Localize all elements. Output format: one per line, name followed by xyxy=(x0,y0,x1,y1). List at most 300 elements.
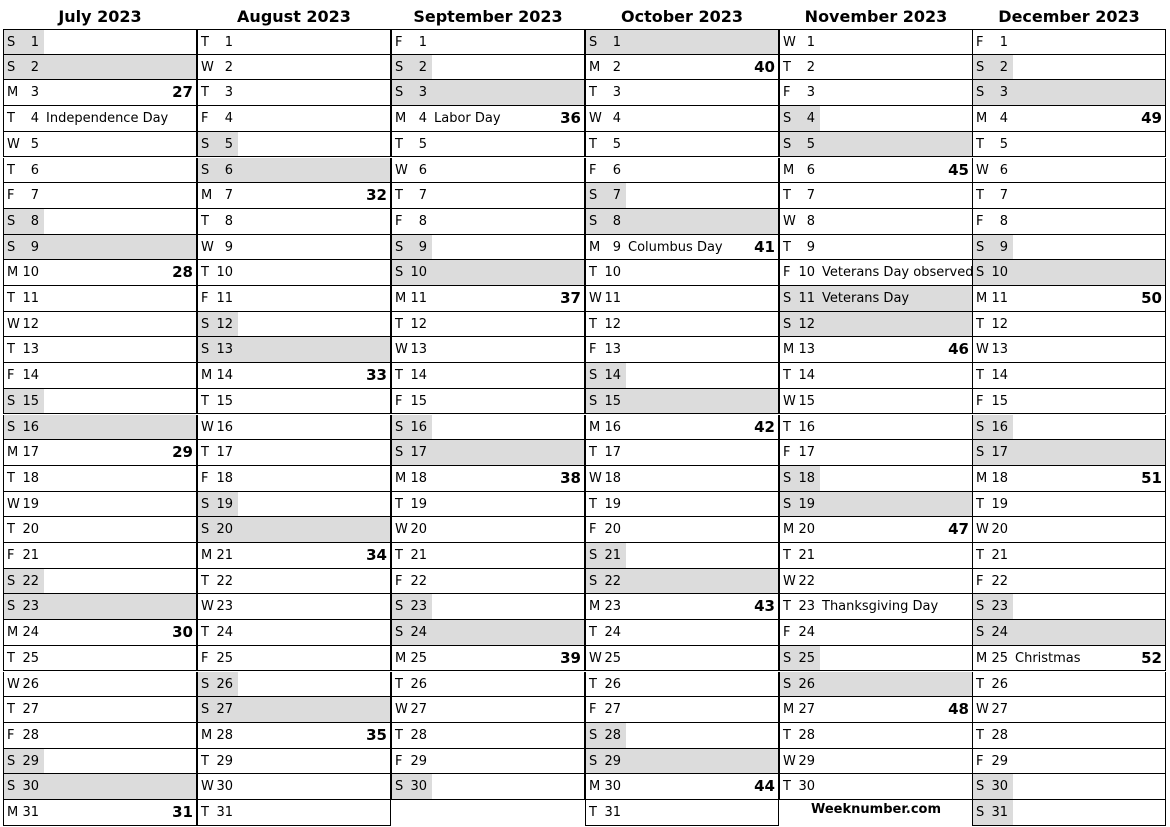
day-number: 3 xyxy=(612,85,621,101)
day-number: 2 xyxy=(30,59,39,75)
weekday-letter: M xyxy=(783,342,795,358)
weekday-letter: S xyxy=(589,548,598,563)
day-row xyxy=(972,80,1166,106)
weekday-letter: W xyxy=(395,162,408,178)
day-row xyxy=(779,363,973,389)
day-number: 22 xyxy=(798,573,815,589)
day-number: 12 xyxy=(604,316,621,332)
weekday-letter: S xyxy=(589,35,598,50)
weekday-letter: T xyxy=(7,342,15,358)
weekday-letter: T xyxy=(783,59,791,75)
weekday-letter: M xyxy=(201,727,213,743)
day-number: 1 xyxy=(999,35,1008,50)
day-number: 27 xyxy=(22,702,39,718)
weekday-letter: W xyxy=(976,162,989,178)
weekday-letter: M xyxy=(589,779,601,795)
week-number: 28 xyxy=(172,263,193,282)
day-row xyxy=(972,440,1166,466)
weekday-letter: T xyxy=(783,599,791,615)
weekday-letter: M xyxy=(976,650,988,666)
weekday-letter: F xyxy=(201,470,209,486)
weekday-letter: T xyxy=(783,188,791,204)
weekday-letter: F xyxy=(783,445,791,461)
day-row xyxy=(779,209,973,235)
footer-site-name[interactable]: Weeknumber.com xyxy=(810,802,941,817)
day-number: 29 xyxy=(991,753,1008,769)
weekday-letter: T xyxy=(783,239,791,255)
day-row xyxy=(3,363,197,389)
weekday-letter: T xyxy=(976,136,984,152)
day-row xyxy=(197,312,391,338)
day-number: 20 xyxy=(216,522,233,538)
day-row xyxy=(779,723,973,749)
holiday-name: Christmas xyxy=(1015,650,1081,666)
weekday-letter: W xyxy=(201,419,214,435)
day-number: 11 xyxy=(216,291,233,306)
weekday-letter: T xyxy=(395,496,403,512)
day-row xyxy=(3,723,197,749)
day-number: 25 xyxy=(798,650,815,666)
weekday-letter: F xyxy=(395,213,403,229)
day-number: 20 xyxy=(604,522,621,538)
weekday-letter: S xyxy=(201,136,210,152)
weekday-letter: F xyxy=(976,213,984,229)
day-number: 20 xyxy=(410,522,427,538)
month-title: August 2023 xyxy=(237,7,351,26)
day-row xyxy=(197,415,391,441)
weekday-letter: S xyxy=(976,805,985,820)
day-row xyxy=(197,749,391,775)
day-number: 16 xyxy=(798,419,815,435)
weekday-letter: F xyxy=(7,368,15,384)
weekday-letter: W xyxy=(395,702,408,718)
day-number: 26 xyxy=(991,676,1008,692)
day-number: 7 xyxy=(224,188,233,204)
day-number: 27 xyxy=(216,702,233,718)
day-row xyxy=(197,517,391,543)
day-row xyxy=(197,697,391,723)
week-number: 41 xyxy=(754,237,775,256)
day-number: 17 xyxy=(216,445,233,461)
weekday-letter: S xyxy=(7,35,16,50)
day-number: 10 xyxy=(604,265,621,281)
day-number: 23 xyxy=(798,599,815,615)
weekday-letter: S xyxy=(976,625,985,641)
day-row xyxy=(779,80,973,106)
day-row xyxy=(197,235,391,261)
day-row xyxy=(197,594,391,620)
day-number: 25 xyxy=(410,650,427,666)
day-number: 23 xyxy=(216,599,233,615)
weekday-letter: W xyxy=(976,522,989,538)
weekday-letter: F xyxy=(395,393,403,409)
day-row xyxy=(3,749,197,775)
weekday-letter: T xyxy=(201,213,209,229)
day-row xyxy=(779,183,973,209)
day-row xyxy=(3,672,197,698)
weekday-letter: T xyxy=(7,111,15,127)
day-row xyxy=(391,646,585,672)
day-row xyxy=(585,646,779,672)
weekday-letter: F xyxy=(783,625,791,641)
day-row xyxy=(3,209,197,235)
weekday-letter: W xyxy=(395,342,408,358)
day-row xyxy=(197,209,391,235)
day-row xyxy=(779,594,973,620)
day-number: 8 xyxy=(30,213,39,229)
day-number: 7 xyxy=(30,188,39,204)
day-number: 30 xyxy=(22,779,39,795)
day-number: 18 xyxy=(22,470,39,486)
day-number: 2 xyxy=(999,59,1008,75)
weekday-letter: M xyxy=(201,368,213,384)
weekday-letter: M xyxy=(201,548,213,563)
day-number: 26 xyxy=(410,676,427,692)
day-row xyxy=(972,749,1166,775)
day-row xyxy=(197,286,391,312)
day-number: 29 xyxy=(216,753,233,769)
day-number: 9 xyxy=(418,239,427,255)
day-row xyxy=(3,55,197,81)
day-row xyxy=(197,337,391,363)
weekday-letter: S xyxy=(201,162,210,178)
weekday-letter: S xyxy=(395,445,404,461)
weekday-letter: S xyxy=(976,599,985,615)
day-number: 5 xyxy=(999,136,1008,152)
weekday-letter: W xyxy=(589,650,602,666)
day-number: 22 xyxy=(22,573,39,589)
day-row xyxy=(197,260,391,286)
weekday-letter: T xyxy=(395,188,403,204)
day-number: 19 xyxy=(22,496,39,512)
day-number: 21 xyxy=(216,548,233,563)
day-row xyxy=(3,106,197,132)
day-row xyxy=(3,492,197,518)
weekday-letter: S xyxy=(976,265,985,281)
day-number: 23 xyxy=(604,599,621,615)
weekday-letter: F xyxy=(7,548,15,563)
day-row xyxy=(972,209,1166,235)
weekday-letter: F xyxy=(783,265,791,281)
day-number: 18 xyxy=(216,470,233,486)
day-number: 14 xyxy=(22,368,39,384)
weekday-letter: S xyxy=(976,239,985,255)
day-number: 14 xyxy=(798,368,815,384)
day-number: 1 xyxy=(806,35,815,50)
day-row xyxy=(779,646,973,672)
month-title: December 2023 xyxy=(998,7,1140,26)
weekday-letter: M xyxy=(783,162,795,178)
weekday-letter: T xyxy=(783,419,791,435)
day-number: 8 xyxy=(612,213,621,229)
day-row xyxy=(585,749,779,775)
day-row xyxy=(197,646,391,672)
day-number: 12 xyxy=(216,316,233,332)
day-number: 4 xyxy=(999,111,1008,127)
day-row xyxy=(197,800,391,826)
day-row xyxy=(3,29,197,55)
day-row xyxy=(585,492,779,518)
weekday-letter: M xyxy=(395,111,407,127)
day-number: 31 xyxy=(604,805,621,820)
day-row xyxy=(391,183,585,209)
day-row xyxy=(585,80,779,106)
day-row xyxy=(391,569,585,595)
weekday-letter: T xyxy=(976,548,984,563)
weekday-letter: M xyxy=(976,111,988,127)
week-number: 48 xyxy=(948,700,969,719)
day-row xyxy=(585,440,779,466)
weekday-letter: S xyxy=(976,779,985,795)
day-row xyxy=(391,337,585,363)
day-row xyxy=(972,260,1166,286)
day-number: 24 xyxy=(604,625,621,641)
day-row xyxy=(391,774,585,800)
weekday-letter: T xyxy=(7,702,15,718)
day-number: 16 xyxy=(216,419,233,435)
day-number: 3 xyxy=(224,85,233,101)
day-number: 30 xyxy=(604,779,621,795)
weekday-letter: T xyxy=(201,393,209,409)
day-row xyxy=(197,543,391,569)
day-number: 15 xyxy=(798,393,815,409)
day-number: 21 xyxy=(410,548,427,563)
day-row xyxy=(197,158,391,184)
day-row xyxy=(197,723,391,749)
week-number: 49 xyxy=(1141,109,1162,128)
day-number: 13 xyxy=(798,342,815,358)
weekday-letter: F xyxy=(395,573,403,589)
day-row xyxy=(972,517,1166,543)
weekday-letter: F xyxy=(976,753,984,769)
day-number: 29 xyxy=(798,753,815,769)
week-number: 37 xyxy=(560,289,581,307)
weekday-letter: S xyxy=(395,419,404,435)
day-number: 19 xyxy=(604,496,621,512)
day-row xyxy=(779,517,973,543)
day-row xyxy=(585,260,779,286)
holiday-name: Independence Day xyxy=(46,111,169,127)
day-number: 5 xyxy=(30,136,39,152)
weekday-letter: F xyxy=(589,702,597,718)
week-number: 51 xyxy=(1141,468,1162,487)
day-number: 18 xyxy=(604,470,621,486)
weekday-letter: F xyxy=(201,111,209,127)
weekday-letter: S xyxy=(395,625,404,641)
day-number: 2 xyxy=(806,59,815,75)
day-row xyxy=(972,132,1166,158)
weekday-letter: F xyxy=(395,35,403,50)
weekday-letter: S xyxy=(589,368,598,384)
weekday-letter: W xyxy=(976,702,989,718)
day-number: 19 xyxy=(991,496,1008,512)
day-row xyxy=(779,337,973,363)
day-row xyxy=(391,286,585,312)
day-row xyxy=(779,543,973,569)
day-row xyxy=(972,235,1166,261)
day-row xyxy=(972,646,1166,672)
weekday-letter: W xyxy=(976,342,989,358)
day-number: 18 xyxy=(798,470,815,486)
weekday-letter: W xyxy=(395,522,408,538)
day-number: 8 xyxy=(224,213,233,229)
weekday-letter: T xyxy=(7,291,15,306)
day-row xyxy=(391,312,585,338)
day-number: 30 xyxy=(991,779,1008,795)
day-number: 14 xyxy=(410,368,427,384)
weekday-letter: M xyxy=(7,805,19,820)
holiday-name: Columbus Day xyxy=(628,239,723,255)
weekday-letter: S xyxy=(589,188,598,204)
day-number: 16 xyxy=(991,419,1008,435)
day-number: 22 xyxy=(216,573,233,589)
day-row xyxy=(585,286,779,312)
weekday-letter: T xyxy=(201,805,209,820)
day-number: 26 xyxy=(604,676,621,692)
day-row xyxy=(779,106,973,132)
day-number: 10 xyxy=(410,265,427,281)
weekday-letter: S xyxy=(976,445,985,461)
day-number: 13 xyxy=(216,342,233,358)
weekday-letter: T xyxy=(7,650,15,666)
day-number: 26 xyxy=(798,676,815,692)
day-row xyxy=(391,620,585,646)
weekday-letter: M xyxy=(589,419,601,435)
day-row xyxy=(972,672,1166,698)
day-row xyxy=(585,620,779,646)
day-number: 1 xyxy=(30,35,39,50)
day-number: 24 xyxy=(22,625,39,641)
day-row xyxy=(391,594,585,620)
weekday-letter: W xyxy=(7,676,20,692)
week-number: 27 xyxy=(172,83,193,102)
weekday-letter: T xyxy=(589,136,597,152)
day-number: 2 xyxy=(418,59,427,75)
week-number: 33 xyxy=(366,366,387,385)
weekday-letter: T xyxy=(395,368,403,384)
day-row xyxy=(585,543,779,569)
weekday-letter: T xyxy=(395,316,403,332)
day-row xyxy=(391,132,585,158)
day-number: 6 xyxy=(806,162,815,178)
weekday-letter: M xyxy=(7,85,19,101)
day-number: 12 xyxy=(991,316,1008,332)
day-row xyxy=(585,800,779,826)
day-number: 16 xyxy=(604,419,621,435)
day-row xyxy=(972,158,1166,184)
day-row xyxy=(585,672,779,698)
day-number: 25 xyxy=(604,650,621,666)
day-number: 28 xyxy=(410,727,427,743)
day-number: 30 xyxy=(216,779,233,795)
day-number: 17 xyxy=(410,445,427,461)
day-number: 10 xyxy=(22,265,39,281)
month-title: September 2023 xyxy=(413,7,563,26)
day-row xyxy=(972,723,1166,749)
weekday-letter: T xyxy=(589,445,597,461)
day-number: 13 xyxy=(410,342,427,358)
weekday-letter: T xyxy=(395,136,403,152)
holiday-name: Thanksgiving Day xyxy=(822,599,939,615)
day-row xyxy=(585,389,779,415)
day-row xyxy=(197,132,391,158)
weekday-letter: W xyxy=(589,470,602,486)
day-row xyxy=(585,723,779,749)
weekday-letter: F xyxy=(976,35,984,50)
day-row xyxy=(3,646,197,672)
week-number: 31 xyxy=(172,803,193,821)
day-number: 29 xyxy=(410,753,427,769)
weekday-letter: T xyxy=(589,496,597,512)
day-number: 28 xyxy=(604,727,621,743)
day-row xyxy=(3,594,197,620)
day-row xyxy=(779,672,973,698)
weekday-letter: F xyxy=(783,85,791,101)
weekday-letter: T xyxy=(201,35,209,50)
day-row xyxy=(391,440,585,466)
day-row xyxy=(585,363,779,389)
day-row xyxy=(779,29,973,55)
weekday-letter: F xyxy=(589,162,597,178)
day-number: 21 xyxy=(604,548,621,563)
day-number: 28 xyxy=(216,727,233,743)
weekday-letter: T xyxy=(201,445,209,461)
day-row xyxy=(197,774,391,800)
day-row xyxy=(972,620,1166,646)
day-number: 27 xyxy=(604,702,621,718)
day-row xyxy=(585,158,779,184)
day-row xyxy=(972,363,1166,389)
holiday-name: Veterans Day xyxy=(822,291,910,306)
weekday-letter: F xyxy=(976,393,984,409)
day-number: 31 xyxy=(216,805,233,820)
week-number: 36 xyxy=(560,109,581,128)
weekday-letter: S xyxy=(395,59,404,75)
day-row xyxy=(972,594,1166,620)
day-number: 20 xyxy=(798,522,815,538)
day-row xyxy=(197,106,391,132)
day-row xyxy=(779,389,973,415)
weekday-letter: T xyxy=(783,727,791,743)
day-number: 22 xyxy=(991,573,1008,589)
weekday-letter: T xyxy=(589,625,597,641)
weekday-letter: M xyxy=(201,188,213,204)
day-number: 17 xyxy=(991,445,1008,461)
day-number: 28 xyxy=(798,727,815,743)
week-number: 43 xyxy=(754,597,775,616)
weekday-letter: M xyxy=(976,470,988,486)
weekday-letter: W xyxy=(201,59,214,75)
day-number: 18 xyxy=(410,470,427,486)
month-title: October 2023 xyxy=(620,7,744,26)
weekday-letter: T xyxy=(783,548,791,563)
day-row xyxy=(779,312,973,338)
day-row xyxy=(3,235,197,261)
weekday-letter: M xyxy=(395,470,407,486)
day-row xyxy=(3,158,197,184)
week-number: 40 xyxy=(754,57,775,76)
weekday-letter: T xyxy=(976,188,984,204)
weekday-letter: F xyxy=(201,650,209,666)
day-row xyxy=(3,697,197,723)
weekday-letter: S xyxy=(976,419,985,435)
day-row xyxy=(391,29,585,55)
day-row xyxy=(197,55,391,81)
day-number: 23 xyxy=(22,599,39,615)
week-number: 30 xyxy=(172,623,193,642)
day-number: 11 xyxy=(22,291,39,306)
day-number: 4 xyxy=(418,111,427,127)
